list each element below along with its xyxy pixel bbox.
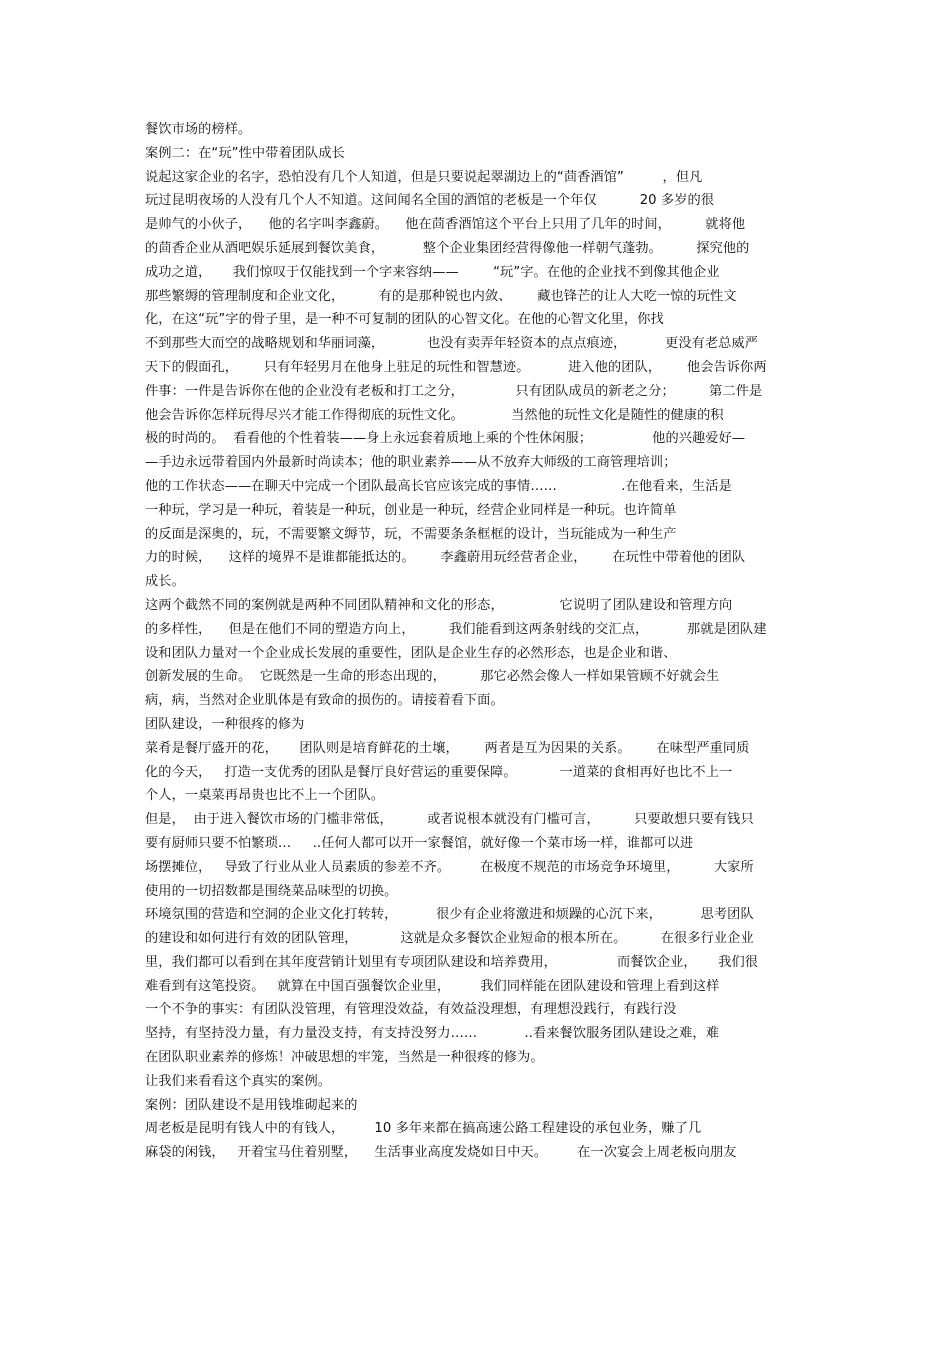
text-line: 玩过昆明夜场的人没有几个人不知道。这间闻名全国的酒馆的老板是一个年仅 20 多岁的很: [145, 193, 715, 209]
text-line: 他的工作状态——在聊天中完成一个团队最高长官应该完成的事情…… .在他看来，生活是: [145, 478, 732, 494]
text-line: 这两个截然不同的案例就是两种不同团队精神和文化的形态， 它说明了团队建设和管理方向: [145, 597, 733, 613]
text-line: 的反面是深奥的，玩，不需要繁文缛节，玩，不需要条条框框的设计，当玩能成为一种生产: [145, 526, 677, 542]
text-line: 设和团队力量对一个企业成长发展的重要性，团队是企业生存的必然形态，也是企业和谐、: [145, 645, 677, 661]
text-line: 成长。: [145, 574, 185, 590]
case-heading: 案例二：在“玩”性中带着团队成长: [145, 145, 345, 161]
text-line: 场摆摊位， 导致了行业从业人员素质的参差不齐。 在极度不规范的市场竞争环境里， 大家所: [145, 859, 754, 875]
text-line: 麻袋的闲钱， 开着宝马住着别墅， 生活事业高度发烧如日中天。 在一次宴会上周老板向朋友: [145, 1145, 737, 1161]
text-line: 周老板是昆明有钱人中的有钱人， 10 多年来都在搞高速公路工程建设的承包业务，赚了几: [145, 1121, 702, 1137]
text-line: 病，病，当然对企业肌体是有致命的损伤的。请接着看下面。: [145, 693, 504, 709]
case-heading: 案例：团队建设不是用钱堆砌起来的: [145, 1097, 358, 1113]
text-line: 说起这家企业的名字，恐怕没有几个人知道，但是只要说起翠湖边上的“茴香酒馆” ，但凡: [145, 169, 703, 185]
text-line: 难看到有这笔投资。 就算在中国百强餐饮企业里， 我们同样能在团队建设和管理上看到这样: [145, 978, 720, 994]
text-line: 里，我们都可以看到在其年度营销计划里有专项团队建设和培养费用， 而餐饮企业， 我们很: [145, 954, 759, 970]
text-line: 一个不争的事实：有团队没管理，有管理没效益，有效益没理想，有理想没践行，有践行没: [145, 1002, 677, 1018]
document-body: [145, 118, 810, 1165]
text-line: 在团队职业素养的修炼！冲破思想的牢笼，当然是一种很疼的修为。: [145, 1050, 544, 1066]
text-line: 让我们来看看这个真实的案例。: [145, 1073, 332, 1089]
text-line: 个人，一桌菜再昂贵也比不上一个团队。: [145, 788, 385, 804]
text-line: 环境氛围的营造和空洞的企业文化打转转， 很少有企业将激进和烦躁的心沉下来， 思考团队: [145, 907, 754, 923]
text-line: 但是， 由于进入餐饮市场的门槛非常低， 或者说根本就没有门槛可言， 只要敢想只要有钱只: [145, 812, 754, 828]
text-line: 一种玩，学习是一种玩，着装是一种玩，创业是一种玩，经营企业同样是一种玩。也许简单: [145, 502, 677, 518]
text-line: 成功之道， 我们惊叹于仅能找到一个字来容纳—— “玩”字。在他的企业找不到像其他企业: [145, 264, 720, 280]
text-line: 要有厨师只要不怕繁琐… ..任何人都可以开一家餐馆，就好像一个菜市场一样，谁都可以进: [145, 835, 694, 851]
text-line: 的多样性， 但是在他们不同的塑造方向上， 我们能看到这两条射线的交汇点， 那就是团队建: [145, 621, 767, 637]
text-line: 力的时候， 这样的境界不是谁都能抵达的。 李鑫蔚用玩经营者企业， 在玩性中带着他的团队: [145, 550, 746, 566]
text-line: 的茴香企业从酒吧娱乐延展到餐饮美食， 整个企业集团经营得像他一样朝气蓬勃。 探究他的: [145, 240, 750, 256]
text-line: 化的今天， 打造一支优秀的团队是餐厅良好营运的重要保障。 一道菜的食相再好也比不上一: [145, 764, 733, 780]
text-line: 他会告诉你怎样玩得尽兴才能工作得彻底的玩性文化。 当然他的玩性文化是随性的健康的积: [145, 407, 724, 423]
text-line: 使用的一切招数都是围绕菜品味型的切换。: [145, 883, 398, 899]
section-heading: 团队建设，一种很疼的修为: [145, 716, 305, 732]
text-line: —手边永远带着国内外最新时尚读本；他的职业素养——从不放弃大师级的工商管理培训；: [145, 455, 677, 471]
text-line: 坚持，有坚持没力量，有力量没支持，有支持没努力…… ..看来餐饮服务团队建设之难，难: [145, 1026, 720, 1042]
text-line: 的建设和如何进行有效的团队管理， 这就是众多餐饮企业短命的根本所在。 在很多行业企业: [145, 931, 754, 947]
text-line: 件事：一件是告诉你在他的企业没有老板和打工之分， 只有团队成员的新老之分； 第二件是: [145, 383, 763, 399]
text-line: 天下的假面孔， 只有年轻男月在他身上驻足的玩性和智慧迹。 进入他的团队， 他会告诉你两: [145, 359, 767, 375]
text-line: 化，在这“玩”字的骨子里，是一种不可复制的团队的心智文化。在他的心智文化里，你找: [145, 312, 664, 328]
text-line: 是帅气的小伙子， 他的名字叫李鑫蔚。 他在茴香酒馆这个平台上只用了几年的时间， 就将他: [145, 217, 746, 233]
text-line: 菜肴是餐厅盛开的花， 团队则是培育鲜花的土壤， 两者是互为因果的关系。 在味型严重同质: [145, 740, 750, 756]
text-line: 那些繁缛的管理制度和企业文化， 有的是那种锐也内敛、 藏也锋芒的让人大吃一惊的玩性文: [145, 288, 737, 304]
text-line: 餐饮市场的榜样。: [145, 122, 252, 137]
text-line: 创新发展的生命。 它既然是一生命的形态出现的， 那它必然会像人一样如果管顾不好就会生: [145, 669, 720, 685]
text-line: 不到那些大而空的战略规划和华丽词藻， 也没有卖弄年轻资本的点点痕迹， 更没有老总威严: [145, 336, 759, 352]
text-line: 极的时尚的。 看看他的个性着装——身上永远套着质地上乘的个性休闲服； 他的兴趣爱好—: [145, 431, 746, 447]
